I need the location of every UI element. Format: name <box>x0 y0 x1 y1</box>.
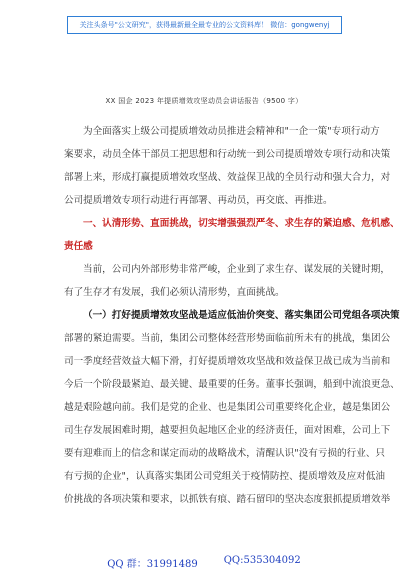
body-line: 案要求，动员全体干部员工把思想和行动统一到公司提质增效专项行动和决策 <box>64 149 391 160</box>
body-line: 部署上来，形成打赢提质增效攻坚战、效益保卫战的全员行动和强大合力，对 <box>64 172 391 183</box>
body-line: 当前，公司内外部形势非常严峻，企业到了求生存、谋发展的关键时期， <box>83 264 390 275</box>
body-line: 有亏损的企业"，认真落实集团公司党组关于疫情防控、提质增效及应对低油 <box>64 471 386 482</box>
body-line: 司一季度经营效益大幅下滑，打好提质增效攻坚战和效益保卫战已成为当前和 <box>64 356 391 367</box>
document-title: XX 国企 2023 年提质增效攻坚动员会讲话报告（9500 字） <box>105 97 303 105</box>
body-line: 今后一个阶段最紧迫、最关键、最重要的任务。董事长强调，船到中流浪更急、 <box>64 379 400 390</box>
body-line: 有了生存才有发展，我们必须认清形势，直面挑战。 <box>64 287 285 298</box>
body-line: 为全面落实上级公司提质增效动员推进会精神和"一企一策"专项行动方 <box>83 126 380 137</box>
body-line: 越是艰险越向前。我们是党的企业、也是集团公司重要终化企业，越是集团公 <box>64 402 391 413</box>
body-line: 要有迎难而上的信念和谋定而动的战略战术，清醒认识"没有亏损的行业、只 <box>64 448 386 459</box>
section-heading: 一、认清形势、直面挑战，切实增强强烈严冬、求生存的紧迫感、危机感、 <box>83 218 400 229</box>
body-line: 司生存发展困难时期，越要担负起地区企业的经济责任，面对困难，公司上下 <box>64 425 391 436</box>
contact-footer <box>0 555 408 570</box>
section-heading-continued: 责任感 <box>64 241 93 252</box>
body-line: 价挑战的各项决策和要求，以抓铁有痕、踏石留印的坚决态度狠抓提质增效举 <box>64 494 391 505</box>
qq-number-text: QQ:535304092 <box>223 555 301 566</box>
body-line: 公司提质增效专项行动进行再部署、再动员，再交底、再推进。 <box>64 195 333 206</box>
qq-group-text: QQ 群：31991489 <box>107 559 198 570</box>
body-line: 部署的紧迫需要。当前，集团公司整体经营形势面临前所未有的挑战，集团公 <box>64 333 391 344</box>
promo-banner[interactable] <box>67 16 342 34</box>
subsection-heading: （一）打好提质增效攻坚战是适应低油价突变、落实集团公司党组各项决策 <box>83 310 400 321</box>
promo-banner-text[interactable]: 关注头条号"公文研究"，获得最新最全最专业的公文资料库！ 微信：gongwenyj <box>79 21 330 29</box>
